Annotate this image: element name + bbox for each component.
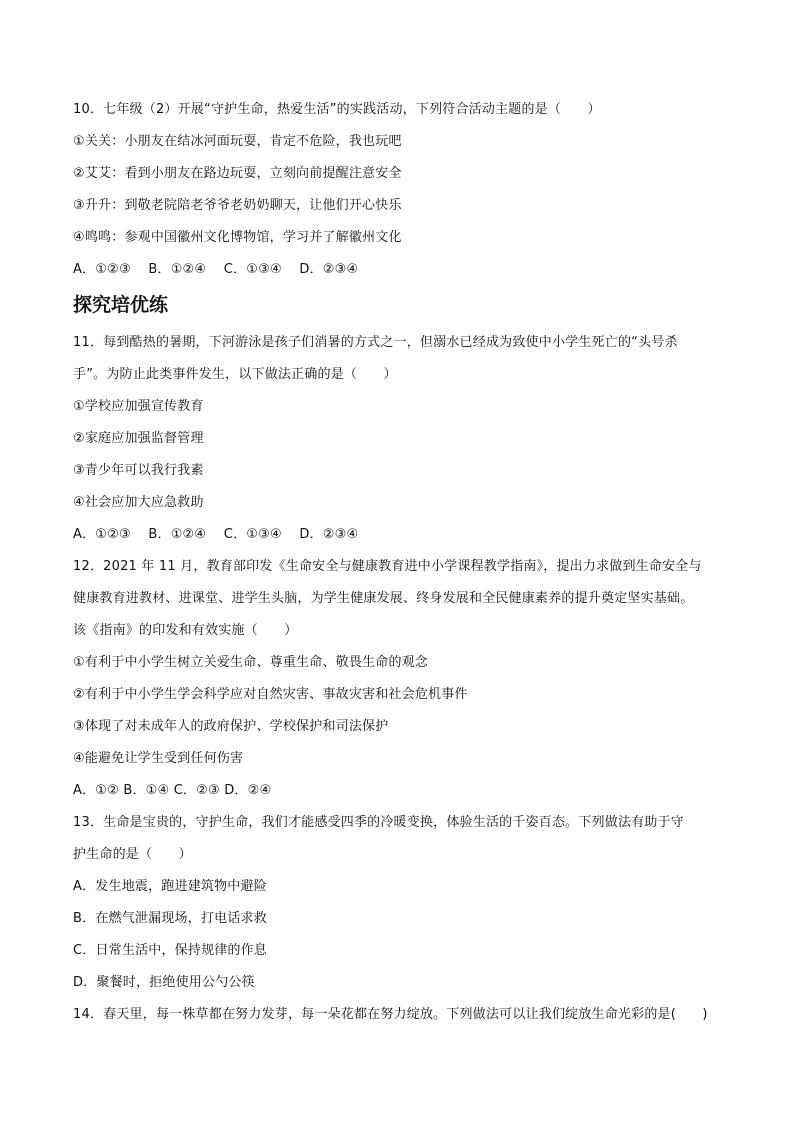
question-12-stem-line-3: 该《指南》的印发和有效实施（ ） — [73, 623, 298, 638]
question-11-option-3: ③青少年可以我行我素 — [73, 463, 204, 478]
question-10-answers: A．①②③ B．①②④ C．①③④ D．②③④ — [73, 262, 359, 277]
question-12-option-2: ②有利于中小学生学会科学应对自然灾害、事故灾害和社会危机事件 — [73, 687, 468, 702]
question-11-option-2: ②家庭应加强监督管理 — [73, 431, 204, 446]
question-10-option-4: ④鸣鸣：参观中国徽州文化博物馆，学习并了解徽州文化 — [73, 230, 402, 245]
question-14-stem: 14．春天里，每一株草都在努力发芽，每一朵花都在努力绽放。下列做法可以让我们绽放生命光彩的是( ) — [73, 1007, 708, 1022]
question-10-stem: 10．七年级（2）开展“守护生命，热爱生活”的实践活动，下列符合活动主题的是（ ） — [73, 102, 601, 117]
question-13-option-d: D．聚餐时，拒绝使用公勺公筷 — [73, 975, 255, 990]
question-13-stem-line-1: 13．生命是宝贵的，守护生命，我们才能感受四季的冷暖变换，体验生活的千姿百态。下列做法有助于守 — [73, 815, 684, 830]
question-12-option-3: ③体现了对未成年人的政府保护、学校保护和司法保护 — [73, 719, 389, 734]
question-13-option-c: C．日常生活中，保持规律的作息 — [73, 943, 268, 958]
section-title: 探究培优练 — [73, 294, 169, 316]
question-11-stem-line-2: 手”。为防止此类事件发生，以下做法正确的是（ ） — [73, 367, 397, 382]
question-12-answers: A．①② B．①④ C．②③ D．②④ — [73, 783, 272, 798]
question-12-option-1: ①有利于中小学生树立关爱生命、尊重生命、敬畏生命的观念 — [73, 655, 429, 670]
question-11-option-1: ①学校应加强宣传教育 — [73, 399, 204, 414]
question-11-stem-line-1: 11．每到酷热的暑期，下河游泳是孩子们消暑的方式之一，但溺水已经成为致使中小学生死亡的“头号杀 — [73, 335, 678, 350]
question-11-option-4: ④社会应加大应急救助 — [73, 495, 204, 510]
question-12-stem-line-1: 12．2021 年 11 月，教育部印发《生命安全与健康教育进中小学课程教学指南》，提出力求做到生命安全与 — [73, 559, 702, 574]
question-11-answers: A．①②③ B．①②④ C．①③④ D．②③④ — [73, 527, 359, 542]
question-13-stem-line-2: 护生命的是（ ） — [73, 847, 192, 862]
question-13-option-a: A．发生地震，跑进建筑物中避险 — [73, 879, 267, 894]
question-12-option-4: ④能避免让学生受到任何伤害 — [73, 751, 244, 766]
question-12-stem-line-2: 健康教育进教材、进课堂、进学生头脑，为学生健康发展、终身发展和全民健康素养的提升奠定坚实基础。 — [73, 591, 694, 606]
question-13-option-b: B．在燃气泄漏现场，打电话求救 — [73, 911, 267, 926]
question-10-option-1: ①关关：小朋友在结冰河面玩耍，肯定不危险，我也玩吧 — [73, 134, 402, 149]
question-10-option-2: ②艾艾：看到小朋友在路边玩耍，立刻向前提醒注意安全 — [73, 166, 402, 181]
question-10-option-3: ③升升：到敬老院陪老爷爷老奶奶聊天，让他们开心快乐 — [73, 198, 402, 213]
